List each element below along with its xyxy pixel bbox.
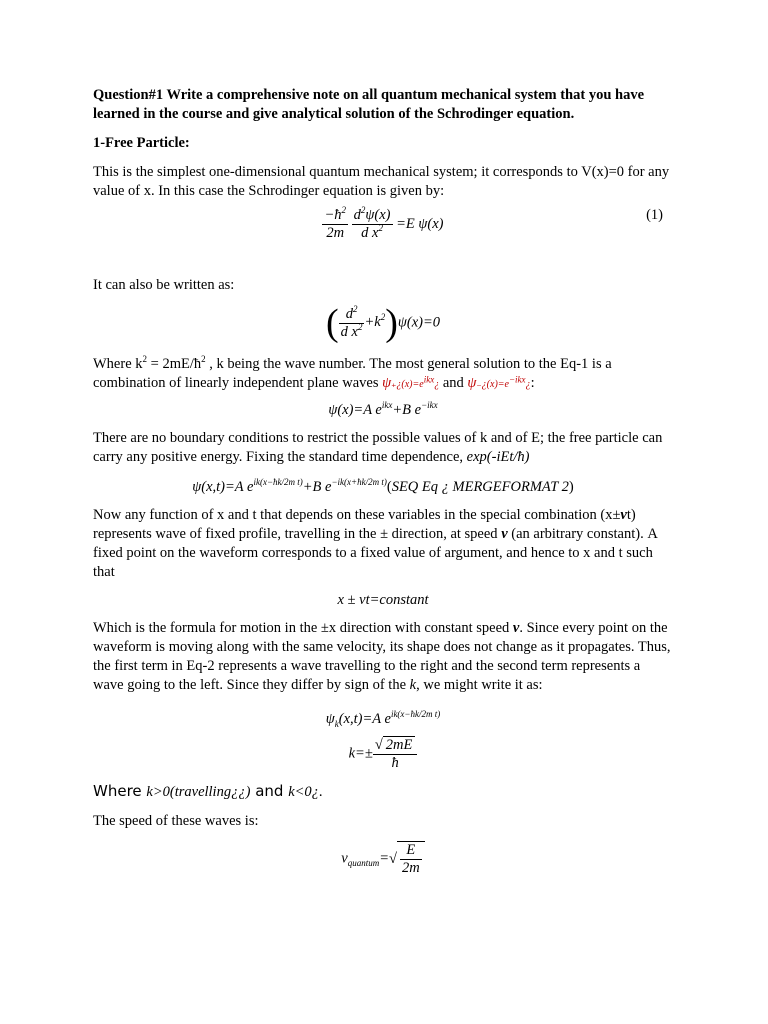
equation-number-1: (1) [646, 207, 663, 223]
fraction-hbar: $\frac{-ħ^2}{2m}$ [324, 205, 347, 241]
paragraph-speed: The speed of these waves is: [93, 813, 259, 829]
paragraph-intro: This is the simplest one-dimensional quantum mechanical system; it corresponds to V(x)=0 for any value of x. In this case the Schrodinger equation is given by: [93, 164, 670, 199]
equation-2: ψ(x,t)=A $e^{ik(x-ħk/2m t)}+B$ $e^{-ik(x+ħk/2m t)}(SEQ$ Eq ¿ MERGEFORMAT 2) [192, 477, 574, 495]
equation-operator-form: ( $\frac{d^2}{d x^2}$ $+k^2)\psi(x)=0$ [326, 302, 440, 344]
equation-1: $\frac{-ħ^2}{2m}$ $\frac{d^2\psi(x)}{d x^2}$ =E ψ(x) (1) [324, 205, 663, 241]
paragraph-boundary: There are no boundary conditions to restrict the possible values of k and of E; the free particle can carry any positive energy. Fixing the standard time dependence, exp(-iEt/ħ) [93, 430, 663, 465]
equation-v-quantum: $v_{quantum}=√$ $\frac{E}{2m}$ [93, 841, 673, 877]
plane-wave-plus: $\psi_+¿(x)=e^{ikx}¿$ [382, 374, 440, 391]
paragraph-also-written: It can also be written as: [93, 277, 235, 293]
paragraph-wave-number: Where $k^2$ = $2mE/ħ^2$ , k being the wave number. The most general solution to the Eq-1 is a combination of linearly independent plane waves $\psi_+¿(x)=e^{ikx}¿$ and $\psi_-¿(x)=e^{-ikx}¿$: [93, 354, 612, 391]
document-page [93, 86, 673, 885]
plane-wave-minus: $\psi_-¿(x)=e^{-ikx}¿$ [467, 374, 531, 391]
equation-constant: x ± vt=constant [337, 592, 429, 608]
paragraph-where: Where k>0(travelling¿¿) and k<0¿. [93, 782, 323, 800]
paragraph-motion: Which is the formula for motion in the ±x direction with constant speed ν. Since every point on the waveform is moving along with the same velocity, its shape does not change as it propagates. Thus, the first term in Eq-2 represents a wave travelling to the right and the second term represents a wave going to the left. Since they differ by sign of the k, we might write it as: [93, 620, 671, 693]
question-heading: Question#1 Write a comprehensive note on all quantum mechanical system that you have learned in the course and give analytical solution of the Schrodinger equation. [93, 87, 645, 122]
paragraph-function-xt: Now any function of x and t that depends on these variables in the special combination (x±νt) represents wave of fixed profile, travelling in the ± direction, at speed ν (an arbitrary constant). A fixed point on the waveform corresponds to a fixed value of argument, and hence to x and t such that [93, 507, 658, 580]
equation-general-solution: ψ(x)=A $e^{ikx}+B$ $e^{-ikx}$ [328, 400, 438, 418]
section-title-free-particle: 1-Free Particle: [93, 135, 190, 151]
fraction-second-derivative: $\frac{d^2\psi(x)}{d x^2}$ [353, 205, 391, 241]
equation-k-value: k=± $\frac{√ 2mE}{ħ}$ [93, 736, 673, 772]
equation-psi-k: $\psi_k(x,t)=A$ $e^{ik(x-ħk/2m t)}$ [325, 709, 441, 729]
